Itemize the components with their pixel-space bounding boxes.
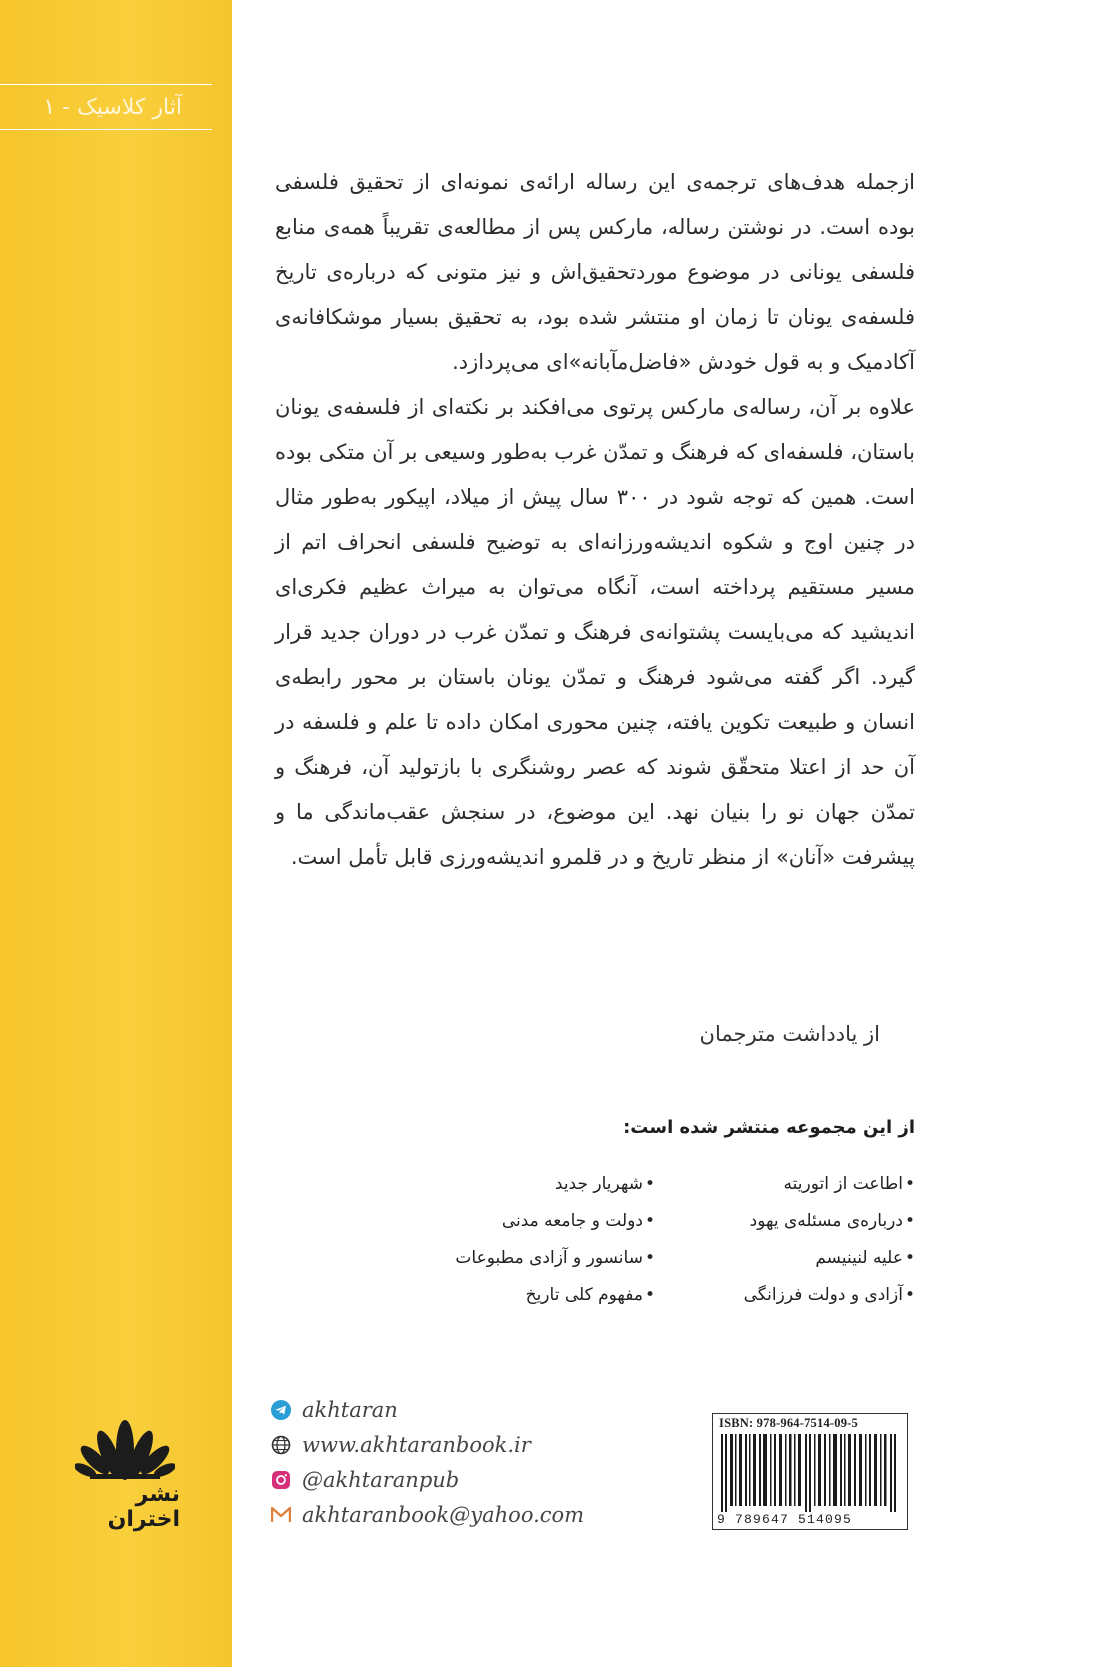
publisher-logo (70, 1410, 180, 1532)
bullet-icon: • (644, 1285, 655, 1305)
series-label: آثار کلاسیک - ۱ (43, 94, 182, 120)
attribution-text: از یادداشت مترجمان (699, 1022, 880, 1046)
contact-list (270, 1392, 630, 1532)
barcode-digits: 9 789647 514095 (717, 1512, 853, 1527)
list-item (425, 1203, 655, 1240)
bullet-icon: • (904, 1174, 915, 1194)
contact-telegram[interactable] (270, 1392, 630, 1427)
collection-title: از این مجموعه منتشر شده است: (623, 1117, 915, 1138)
book-title: درباره‌ی مسئله‌ی یهود (749, 1211, 903, 1231)
instagram-handle: @akhtaranpub (302, 1467, 460, 1492)
book-title: شهریار جدید (554, 1174, 643, 1194)
book-title: دولت و جامعه مدنی (501, 1211, 643, 1231)
isbn-label: ISBN: 978-964-7514-09-5 (719, 1416, 858, 1430)
mail-icon (270, 1504, 292, 1526)
list-item (685, 1203, 915, 1240)
collection-column-right (685, 1166, 915, 1314)
bullet-icon: • (644, 1248, 655, 1268)
bullet-icon: • (644, 1211, 655, 1231)
contact-instagram[interactable] (270, 1462, 630, 1497)
bullet-icon: • (904, 1248, 915, 1268)
instagram-icon (270, 1469, 292, 1491)
book-title: آزادی و دولت فرزانگی (743, 1285, 903, 1305)
list-item (425, 1166, 655, 1203)
publisher-name: نشر اختران (107, 1482, 180, 1532)
body-paragraph-1: ازجمله هدف‌های ترجمه‌ی این رساله ارائه‌ی نمونه‌ای از تحقیق فلسفی بوده است. در نوشتن رساله، مارکس پس از مطالعه‌ی تقریباً همه‌ی منابع فلسفی یونانی در موضوع موردتحقیق‌اش و نیز متونی که درباره‌ی تاریخ فلسفه‌ی یونان تا زمان او منتشر شده بود، به تحقیق بسیار موشکافانه‌ی آکادمیک و به قول خودش «فاضل‌مآبانه»ای می‌پردازد. (275, 170, 915, 374)
book-title: مفهوم کلی تاریخ (525, 1285, 643, 1305)
list-item (685, 1277, 915, 1314)
collection-column-left (425, 1166, 655, 1314)
contact-email[interactable] (270, 1497, 630, 1532)
body-paragraph-2: علاوه بر آن، رساله‌ی مارکس پرتوی می‌افکند بر نکته‌ای از فلسفه‌ی یونان باستان، فلسفه‌ای که فرهنگ و تمدّن غرب به‌طور وسیعی بر آن متکی بوده است. همین که توجه شود در ۳۰۰ سال پیش از میلاد، اپیکور به‌طور مثال در چنین اوج و شکوه اندیشه‌ورزانه‌ای به توضیح فلسفی انحراف اتم از مسیر مستقیم پرداخته است، آنگاه می‌توان به میراث عظیم فکری‌ای اندیشید که می‌بایست پشتوانه‌ی فرهنگ و تمدّن غرب در دوران جدید قرار گیرد. اگر گفته می‌شود فرهنگ و تمدّن یونان باستان بر محور رابطه‌ی انسان و طبیعت تکوین یافته، چنین محوری امکان داده تا علم و فلسفه در آن حد از اعتلا متحقّق شوند که عصر روشنگری با بازتولید آن، فرهنگ و تمدّن جهان نو را بنیان نهد. این موضوع، در سنجش عقب‌ماندگی ما و پیشرفت «آنان» از منظر تاریخ و در قلمرو اندیشه‌ورزی قابل تأمل است. (275, 395, 915, 869)
contact-website[interactable] (270, 1427, 630, 1462)
book-title: اطاعت از اتوریته (783, 1174, 903, 1194)
bullet-icon: • (904, 1211, 915, 1231)
isbn-barcode-box (712, 1413, 908, 1530)
list-item (685, 1240, 915, 1277)
bullet-icon: • (644, 1174, 655, 1194)
list-item (425, 1240, 655, 1277)
yellow-spine-band (0, 0, 232, 1667)
list-item (425, 1277, 655, 1314)
series-label-box (0, 84, 212, 130)
website-url: www.akhtaranbook.ir (302, 1432, 531, 1457)
telegram-icon (270, 1399, 292, 1421)
book-title: علیه لنینیسم (815, 1248, 903, 1268)
globe-icon (270, 1434, 292, 1456)
shell-logo-icon (75, 1410, 175, 1480)
list-item (685, 1166, 915, 1203)
bullet-icon: • (904, 1285, 915, 1305)
email-address: akhtaranbook@yahoo.com (302, 1502, 585, 1527)
body-text (275, 160, 915, 880)
telegram-handle: akhtaran (302, 1397, 398, 1422)
barcode-icon (719, 1434, 903, 1512)
book-title: سانسور و آزادی مطبوعات (455, 1248, 643, 1268)
